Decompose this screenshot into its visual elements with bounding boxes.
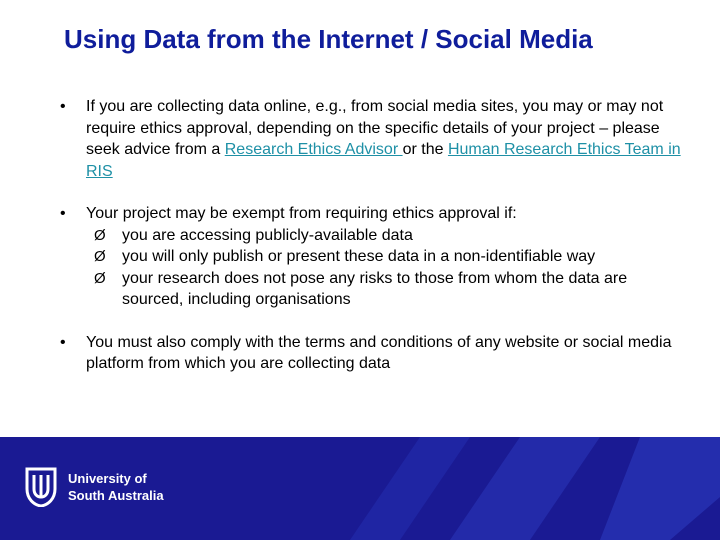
bullet-exemption	[60, 203, 690, 311]
bullet-terms	[60, 332, 690, 375]
slide-title: Using Data from the Internet / Social Media	[64, 24, 593, 54]
bullet-text-mid: or the	[402, 141, 448, 158]
bullet-dot: •	[60, 333, 66, 351]
logo-line-1: University of	[68, 471, 147, 486]
sub-item	[86, 225, 690, 247]
bullet-online-data	[60, 96, 690, 182]
bullet-text: If you are collecting data online, e.g., from social media sites, you may or may not require ethics approval, depending on the specific details of your project – please seek advice from a	[86, 98, 664, 158]
arrow-bullet-icon: Ø	[94, 269, 106, 287]
human-research-ethics-team-link[interactable]: Human Research Ethics Team in RIS	[86, 141, 681, 180]
sub-item-text: you will only publish or present these data in a non-identifiable way	[122, 248, 596, 265]
bullet-text: You must also comply with the terms and conditions of any website or social media platform from which you are collecting data	[86, 333, 672, 372]
unisa-crest-icon	[24, 467, 58, 507]
bullet-dot: •	[60, 98, 66, 115]
logo-wordmark	[68, 470, 164, 504]
sub-item	[86, 246, 690, 268]
bullet-intro: Your project may be exempt from requiring ethics approval if:	[86, 205, 517, 222]
sub-item-text: your research does not pose any risks to those from whom the data are sourced, including organisations	[122, 269, 628, 308]
logo-line-2: South Australia	[68, 488, 164, 503]
footer-band	[0, 437, 720, 540]
sub-item	[86, 268, 690, 311]
sub-item-text: you are accessing publicly-available data	[122, 226, 413, 244]
arrow-bullet-icon: Ø	[94, 248, 106, 265]
bullet-dot: •	[60, 205, 66, 222]
slide-body	[60, 96, 690, 396]
arrow-bullet-icon: Ø	[94, 226, 106, 244]
university-logo	[24, 467, 164, 507]
research-ethics-advisor-link[interactable]: Research Ethics Advisor	[224, 141, 403, 158]
